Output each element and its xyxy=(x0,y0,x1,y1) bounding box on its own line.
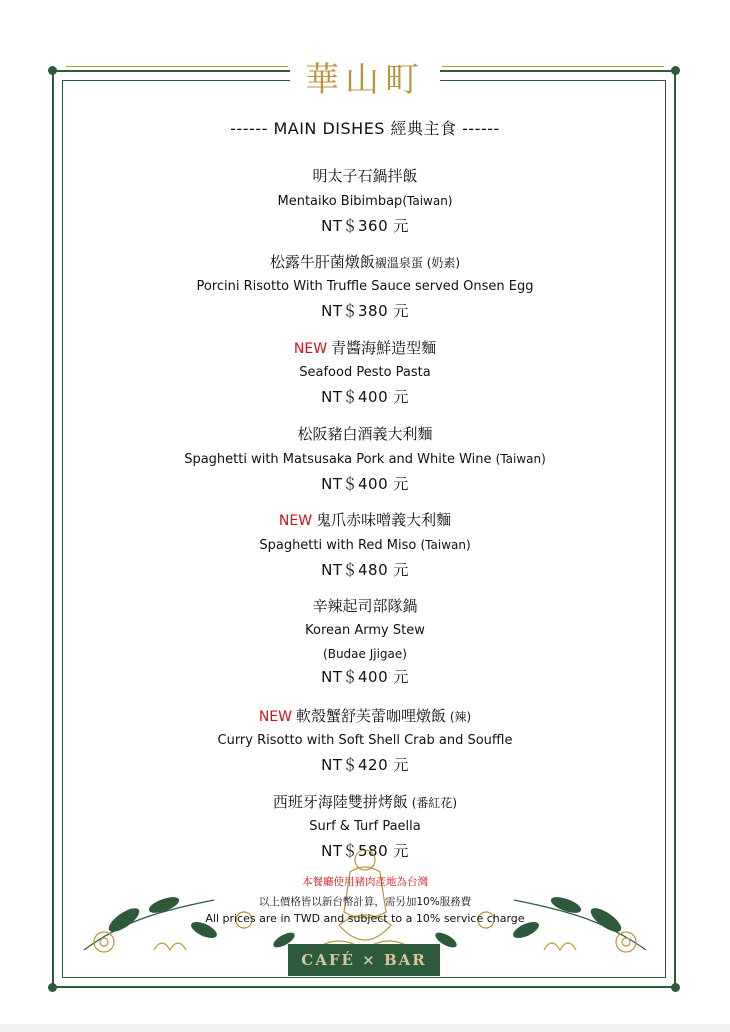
dish-tag: 襯溫泉蛋 (奶素) xyxy=(374,256,461,270)
dish-name-en: Surf & Turf Paella xyxy=(309,819,421,834)
dish-name-zh: 辛辣起司部隊鍋 xyxy=(312,597,418,615)
dish-name-zh: 明太子石鍋拌飯 xyxy=(312,167,418,185)
dish-name-en: Spaghetti with Red Miso (Taiwan) xyxy=(259,538,471,553)
dish-item xyxy=(0,251,730,321)
dish-price: NT＄420 元 xyxy=(321,756,409,774)
dish-name-en: Porcini Risotto With Truffle Sauce served Onsen Egg xyxy=(196,279,534,294)
new-badge: NEW xyxy=(278,513,313,529)
new-badge: NEW xyxy=(258,709,292,725)
page-bottom-edge xyxy=(0,1024,730,1032)
note-pork-origin: 本餐廳使用豬肉產地為台灣 xyxy=(302,876,428,888)
dish-name-zh: NEW 青醬海鮮造型麵 xyxy=(293,339,437,357)
dish-price: NT＄400 元 xyxy=(321,388,409,406)
note-prices-zh: 以上價格皆以新台幣計算，需另加10%服務費 xyxy=(258,896,472,908)
dish-name-en: Mentaiko Bibimbap(Taiwan) xyxy=(277,194,453,209)
section-title: ------ MAIN DISHES 經典主食 ------ xyxy=(230,119,500,138)
note-prices-en: All prices are in TWD and subject to a 10% service charge xyxy=(205,912,525,925)
cafe-bar-badge: CAFÉ × BAR xyxy=(288,944,440,976)
dish-name-zh: NEW 軟殼蟹舒芙蕾咖哩燉飯 (辣) xyxy=(258,707,472,725)
dish-tag: (辣) xyxy=(446,710,472,724)
dish-subtitle: (Budae Jjigae) xyxy=(323,647,407,661)
dish-name-en: Spaghetti with Matsusaka Pork and White Wine (Taiwan) xyxy=(184,452,546,467)
corner-dot-top-left xyxy=(48,66,57,75)
dish-item xyxy=(0,509,730,580)
dish-tag: (番紅花) xyxy=(407,796,458,810)
new-badge: NEW xyxy=(293,341,328,357)
dish-item xyxy=(0,595,730,687)
dish-price: NT＄400 元 xyxy=(321,475,409,493)
dish-name-en: Curry Risotto with Soft Shell Crab and Souffle xyxy=(217,733,513,748)
dish-name-en: Seafood Pesto Pasta xyxy=(299,365,431,380)
dish-name-zh: 松阪豬白酒義大利麵 xyxy=(297,425,433,443)
dish-price: NT＄480 元 xyxy=(321,561,409,579)
corner-dot-bottom-right xyxy=(671,983,680,992)
dish-name-zh: 松露牛肝菌燉飯襯溫泉蛋 (奶素) xyxy=(269,253,461,271)
logo xyxy=(290,52,440,100)
dish-item xyxy=(0,705,730,775)
dish-name-zh: 西班牙海陸雙拼烤飯 (番紅花) xyxy=(272,793,458,811)
corner-dot-bottom-left xyxy=(48,983,57,992)
dish-price: NT＄580 元 xyxy=(321,842,409,860)
dish-name-en: Korean Army Stew xyxy=(305,623,425,638)
logo-rule-right xyxy=(442,66,664,67)
dish-item xyxy=(0,165,730,236)
dish-price: NT＄360 元 xyxy=(321,217,409,235)
corner-dot-top-right xyxy=(671,66,680,75)
dish-name-zh: NEW 鬼爪赤味噌義大利麵 xyxy=(278,511,452,529)
dish-price: NT＄380 元 xyxy=(321,302,409,320)
logo-rule-left xyxy=(66,66,288,67)
logo-text: 華山町 xyxy=(305,59,425,100)
dish-item xyxy=(0,423,730,494)
dish-item xyxy=(0,337,730,407)
dish-price: NT＄400 元 xyxy=(321,668,409,686)
